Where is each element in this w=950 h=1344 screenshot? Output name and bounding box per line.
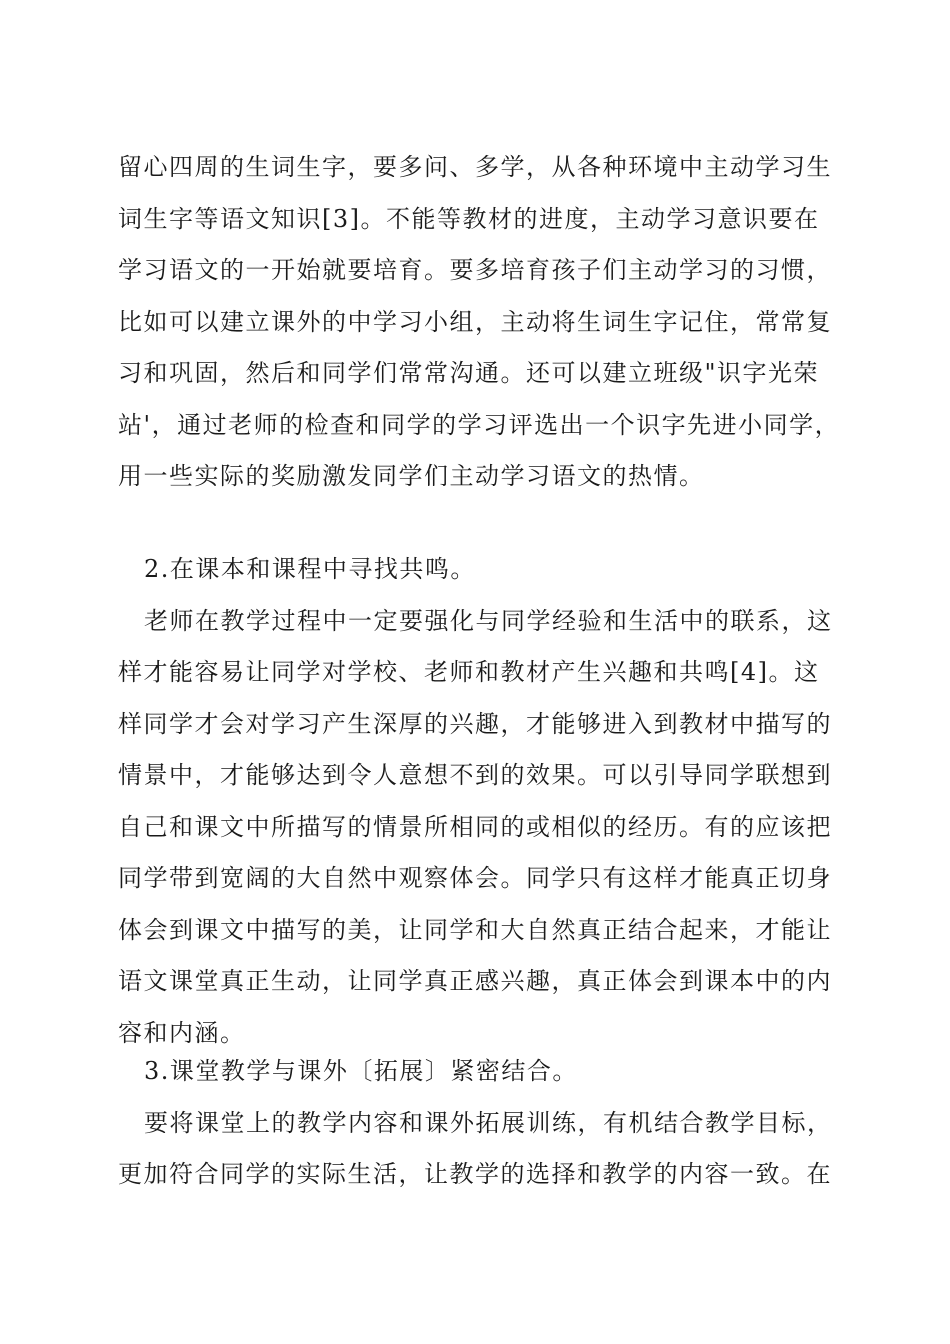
paragraph-1 xyxy=(118,142,841,503)
paragraph-2-line: 老师在教学过程中一定要强化与同学经验和生活中的联系，这 xyxy=(144,606,833,635)
paragraph-2-line: 样同学才会对学习产生深厚的兴趣，才能够进入到教材中描写的 xyxy=(118,709,832,738)
section-2-heading: 2.在课本和课程中寻找共鸣。 xyxy=(144,555,476,583)
paragraph-1-line: 词生字等语文知识[3]。不能等教材的进度，主动学习意识要在 xyxy=(118,204,820,233)
section-3-heading: 3.课堂教学与课外〔拓展〕紧密结合。 xyxy=(144,1057,578,1085)
paragraph-2-line: 自己和课文中所描写的情景所相同的或相似的经历。有的应该把 xyxy=(118,812,832,841)
paragraph-1-line: 站'，通过老师的检查和同学的学习评选出一个识字先进小同学， xyxy=(118,410,841,439)
paragraph-2-line: 样才能容易让同学对学校、老师和教材产生兴趣和共鸣[4]。这 xyxy=(118,658,820,686)
paragraph-1-line: 留心四周的生词生字，要多问、多学，从各种环境中主动学习生 xyxy=(118,153,832,181)
section-2 xyxy=(118,544,836,1059)
paragraph-1-line: 习和巩固，然后和同学们常常沟通。还可以建立班级"识字光荣 xyxy=(118,359,820,387)
paragraph-1-line: 用一些实际的奖励激发同学们主动学习语文的热情。 xyxy=(118,462,705,490)
paragraph-3-line: 要将课堂上的教学内容和课外拓展训练，有机结合教学目标， xyxy=(144,1108,833,1137)
paragraph-2-line: 情景中，才能够达到令人意想不到的效果。可以引导同学联想到 xyxy=(118,761,832,789)
paragraph-1-line: 学习语文的一开始就要培育。要多培育孩子们主动学习的习惯， xyxy=(118,256,832,284)
paragraph-2-line: 语文课堂真正生动，让同学真正感兴趣，真正体会到课本中的内 xyxy=(118,967,832,995)
section-3 xyxy=(118,1046,836,1201)
paragraph-3-line: 更加符合同学的实际生活，让教学的选择和教学的内容一致。在 xyxy=(118,1160,832,1188)
paragraph-2-line: 容和内涵。 xyxy=(118,1018,246,1047)
paragraph-1-line: 比如可以建立课外的中学习小组，主动将生词生字记住，常常复 xyxy=(118,307,832,336)
paragraph-2-line: 同学带到宽阔的大自然中观察体会。同学只有这样才能真正切身 xyxy=(118,864,832,892)
paragraph-2-line: 体会到课文中描写的美，让同学和大自然真正结合起来，才能让 xyxy=(118,915,832,944)
